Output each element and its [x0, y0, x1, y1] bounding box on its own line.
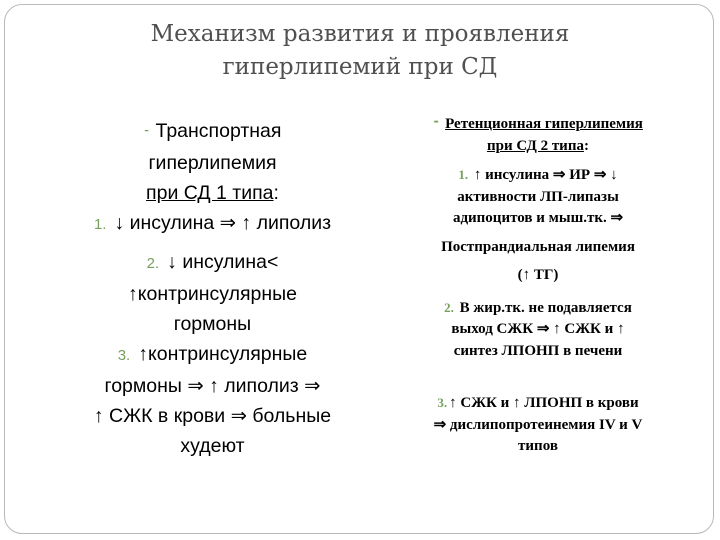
- right-item-1-line-2: активности ЛП-липазы: [457, 188, 619, 205]
- right-heading-line-2: при СД 2 типа:: [487, 137, 589, 154]
- right-item-2-line-2: выход СЖК ⇒ ↑ СЖК и ↑: [451, 321, 625, 337]
- right-item-2-line-3: синтез ЛПОНП в печени: [453, 342, 623, 359]
- title-line-2: гиперлипемий при СД: [222, 54, 498, 80]
- right-item-2-line-1: 2. В жир.тк. не подавляется: [444, 299, 632, 316]
- left-item-3-line-4: худеют: [180, 435, 245, 457]
- right-item-1-line-3: адипоцитов и мыш.тк. ⇒: [452, 210, 624, 226]
- left-item-1: 1. ↓ инсулина ⇒ ↑ липолиз: [93, 212, 332, 234]
- left-item-3-line-1: 3. ↑контринсулярные: [117, 343, 308, 365]
- title-line-1: Механизм развития и проявления: [150, 21, 570, 47]
- right-item-3-line-3: типов: [518, 438, 558, 454]
- bullet-icon: ⁃: [433, 115, 440, 129]
- list-number: 1.: [93, 216, 107, 233]
- list-number: 2.: [146, 255, 160, 272]
- left-item-2-line-3: гормоны: [173, 313, 252, 335]
- left-item-3-line-2: гормоны ⇒ ↑ липолиз ⇒: [104, 375, 321, 397]
- right-item-1-line-5: (↑ ТГ): [517, 267, 559, 283]
- left-item-2-line-2: ↑контринсулярные: [127, 283, 298, 305]
- slide-title: [0, 18, 720, 84]
- right-item-1-line-1: 1. ↑ инсулина ⇒ ИР ⇒ ↓: [458, 167, 618, 183]
- list-number: 1.: [458, 167, 469, 182]
- left-item-3-line-3: ↑ СЖК в крови ⇒ больные: [93, 405, 332, 427]
- bullet-icon: ⁃: [143, 124, 150, 138]
- right-item-3-line-1: 3. ↑ СЖК и ↑ ЛПОНП в крови: [437, 395, 639, 411]
- left-column: [50, 116, 375, 461]
- right-item-3-line-2: ⇒ дислипопротеинемия IV и V: [433, 416, 643, 433]
- left-heading-line-1: ⁃ Транспортная: [143, 120, 282, 142]
- left-item-2-line-1: 2. ↓ инсулина<: [146, 251, 279, 273]
- left-heading-line-3: при СД 1 типа:: [146, 182, 279, 204]
- right-heading-line-1: ⁃ Ретенционная гиперлипемия: [433, 115, 643, 132]
- list-number: 2.: [444, 299, 454, 315]
- right-column: [388, 114, 688, 458]
- list-number: 3.: [437, 395, 448, 410]
- left-heading-line-2: гиперлипемия: [148, 152, 277, 174]
- right-item-1-line-4: Постпрандиальная липемия: [441, 238, 635, 255]
- list-number: 3.: [117, 347, 131, 364]
